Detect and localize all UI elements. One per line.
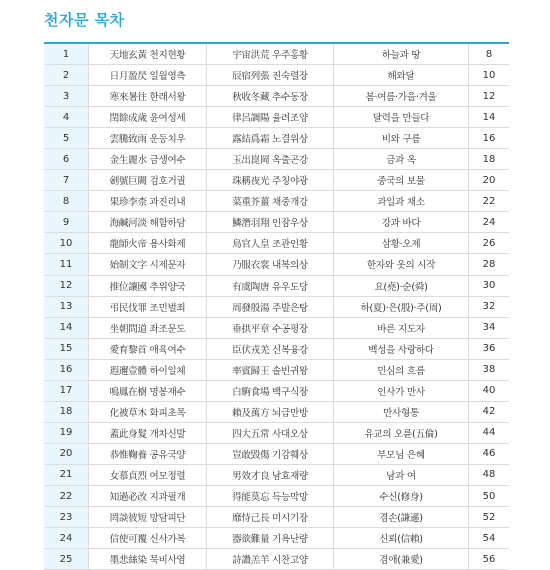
page-number: 48 [469, 464, 510, 485]
page-number: 32 [469, 296, 510, 317]
page-number: 34 [469, 317, 510, 338]
row-number: 21 [44, 464, 89, 485]
page-number: 10 [469, 65, 510, 86]
verse-second: 四大五常 사대오상 [207, 422, 334, 443]
row-theme: 삼황·오제 [334, 233, 469, 254]
row-number: 3 [44, 86, 89, 107]
table-row [44, 443, 509, 464]
row-theme: 강과 바다 [334, 212, 469, 233]
table-row [44, 401, 509, 422]
table-row [44, 380, 509, 401]
table-row [44, 191, 509, 212]
row-theme: 과일과 채소 [334, 191, 469, 212]
row-number: 24 [44, 528, 89, 549]
verse-second: 菜重芥薑 채중개강 [207, 191, 334, 212]
verse-first: 海鹹河淡 해함하담 [89, 212, 207, 233]
table-row [44, 549, 509, 570]
table-row [44, 464, 509, 485]
page-number: 40 [469, 380, 510, 401]
table-row [44, 212, 509, 233]
row-number: 20 [44, 443, 89, 464]
row-theme: 하(夏)·은(殷)·주(周) [334, 296, 469, 317]
verse-second: 有虞陶唐 유우도당 [207, 275, 334, 296]
table-row [44, 338, 509, 359]
page-number: 8 [469, 43, 510, 65]
table-row [44, 149, 509, 170]
row-theme: 한자와 옷의 시작 [334, 254, 469, 275]
row-number: 5 [44, 128, 89, 149]
verse-second: 男效才良 남효재량 [207, 464, 334, 485]
page-number: 18 [469, 149, 510, 170]
page-number: 16 [469, 128, 510, 149]
page-number: 22 [469, 191, 510, 212]
verse-second: 鱗潛羽翔 인잠우상 [207, 212, 334, 233]
row-number: 4 [44, 107, 89, 128]
table-row [44, 254, 509, 275]
row-theme: 백성을 사랑하다 [334, 338, 469, 359]
verse-second: 鳥官人皇 조관인황 [207, 233, 334, 254]
page-number: 36 [469, 338, 510, 359]
table-row [44, 128, 509, 149]
verse-first: 閏餘成歲 윤여성세 [89, 107, 207, 128]
row-theme: 남과 여 [334, 464, 469, 485]
table-row [44, 485, 509, 506]
verse-second: 臣伏戎羌 신복융강 [207, 338, 334, 359]
row-number: 2 [44, 65, 89, 86]
row-number: 25 [44, 549, 89, 570]
row-number: 22 [44, 485, 89, 506]
verse-second: 辰宿列張 진숙렬장 [207, 65, 334, 86]
page-number: 14 [469, 107, 510, 128]
verse-second: 豈敢毁傷 기감훼상 [207, 443, 334, 464]
row-number: 10 [44, 233, 89, 254]
row-number: 17 [44, 380, 89, 401]
row-number: 16 [44, 359, 89, 380]
verse-first: 罔談彼短 망담피단 [89, 507, 207, 528]
verse-first: 金生麗水 금생여수 [89, 149, 207, 170]
verse-first: 墨悲絲染 묵비사염 [89, 549, 207, 570]
verse-first: 知過必改 지과필개 [89, 485, 207, 506]
verse-first: 日月盈昃 일월영측 [89, 65, 207, 86]
verse-first: 天地玄黃 천지현황 [89, 43, 207, 65]
verse-first: 鳴鳳在樹 명봉재수 [89, 380, 207, 401]
verse-second: 率賓歸王 솔빈귀왕 [207, 359, 334, 380]
row-theme: 해와달 [334, 65, 469, 86]
verse-second: 得能莫忘 득능막망 [207, 485, 334, 506]
verse-second: 賴及萬方 뇌급만방 [207, 401, 334, 422]
row-theme: 인사가 만사 [334, 380, 469, 401]
row-number: 23 [44, 507, 89, 528]
page-number: 42 [469, 401, 510, 422]
row-number: 7 [44, 170, 89, 191]
page-number: 52 [469, 507, 510, 528]
verse-second: 詩讚羔羊 시찬고양 [207, 549, 334, 570]
verse-first: 劍號巨闕 검호거궐 [89, 170, 207, 191]
verse-second: 周發殷湯 주발은탕 [207, 296, 334, 317]
verse-first: 愛育黎首 애육여수 [89, 338, 207, 359]
row-theme: 부모님 은혜 [334, 443, 469, 464]
row-theme: 신뢰(信賴) [334, 528, 469, 549]
verse-second: 宇宙洪荒 우주홍황 [207, 43, 334, 65]
table-row [44, 233, 509, 254]
verse-second: 乃服衣裳 내복의상 [207, 254, 334, 275]
row-number: 15 [44, 338, 89, 359]
verse-first: 女慕貞烈 여모정렬 [89, 464, 207, 485]
table-row [44, 528, 509, 549]
row-number: 9 [44, 212, 89, 233]
page-number: 46 [469, 443, 510, 464]
row-number: 12 [44, 275, 89, 296]
table-row [44, 275, 509, 296]
row-number: 8 [44, 191, 89, 212]
verse-second: 玉出崑岡 옥출곤강 [207, 149, 334, 170]
page-number: 56 [469, 549, 510, 570]
table-row [44, 296, 509, 317]
verse-second: 器欲難量 기욕난량 [207, 528, 334, 549]
row-theme: 겸애(兼愛) [334, 549, 469, 570]
verse-first: 遐邇壹體 하이일체 [89, 359, 207, 380]
verse-first: 信使可覆 신사가복 [89, 528, 207, 549]
verse-first: 化被草木 화피초목 [89, 401, 207, 422]
row-theme: 달력을 만들다 [334, 107, 469, 128]
table-row [44, 65, 509, 86]
row-theme: 유교의 오륜(五倫) [334, 422, 469, 443]
row-theme: 봄·여름·가을·겨울 [334, 86, 469, 107]
row-theme: 금과 옥 [334, 149, 469, 170]
row-theme: 요(堯)·순(舜) [334, 275, 469, 296]
page-number: 12 [469, 86, 510, 107]
row-theme: 중국의 보물 [334, 170, 469, 191]
page-number: 50 [469, 485, 510, 506]
row-number: 14 [44, 317, 89, 338]
row-number: 18 [44, 401, 89, 422]
row-theme: 수신(修身) [334, 485, 469, 506]
row-number: 1 [44, 43, 89, 65]
verse-first: 坐朝問道 좌조문도 [89, 317, 207, 338]
page-title: 천자문 목차 [44, 11, 125, 29]
table-row [44, 43, 509, 65]
table-row [44, 86, 509, 107]
verse-first: 蓋此身髮 개차신발 [89, 422, 207, 443]
verse-first: 恭惟鞠養 공유국양 [89, 443, 207, 464]
verse-first: 推位讓國 추위양국 [89, 275, 207, 296]
row-theme: 하늘과 땅 [334, 43, 469, 65]
page-number: 24 [469, 212, 510, 233]
verse-second: 白駒食場 백구식장 [207, 380, 334, 401]
table-row [44, 359, 509, 380]
page-number: 30 [469, 275, 510, 296]
row-theme: 바른 지도자 [334, 317, 469, 338]
verse-second: 秋收冬藏 추수동장 [207, 86, 334, 107]
table-row [44, 107, 509, 128]
toc-table [44, 42, 509, 570]
verse-first: 果珍李柰 과진리내 [89, 191, 207, 212]
verse-second: 垂拱平章 수공평장 [207, 317, 334, 338]
row-number: 11 [44, 254, 89, 275]
row-theme: 만사형통 [334, 401, 469, 422]
table-row [44, 507, 509, 528]
verse-second: 露結爲霜 노결위상 [207, 128, 334, 149]
verse-second: 律呂調陽 율려조양 [207, 107, 334, 128]
page-number: 38 [469, 359, 510, 380]
table-row [44, 170, 509, 191]
row-theme: 비와 구름 [334, 128, 469, 149]
page-number: 26 [469, 233, 510, 254]
verse-first: 弔民伐罪 조민벌죄 [89, 296, 207, 317]
verse-first: 雲騰致雨 운등치우 [89, 128, 207, 149]
row-number: 6 [44, 149, 89, 170]
toc-body [44, 43, 509, 570]
verse-second: 珠稱夜光 주칭야광 [207, 170, 334, 191]
table-row [44, 317, 509, 338]
row-number: 19 [44, 422, 89, 443]
verse-first: 龍師火帝 용사화제 [89, 233, 207, 254]
page-number: 28 [469, 254, 510, 275]
page-number: 20 [469, 170, 510, 191]
table-row [44, 422, 509, 443]
page-number: 54 [469, 528, 510, 549]
verse-second: 靡恃己長 미시기장 [207, 507, 334, 528]
row-theme: 민심의 흐름 [334, 359, 469, 380]
page-number: 44 [469, 422, 510, 443]
verse-first: 始制文字 시제문자 [89, 254, 207, 275]
verse-first: 寒來暑往 한래서왕 [89, 86, 207, 107]
row-number: 13 [44, 296, 89, 317]
row-theme: 겸손(謙遜) [334, 507, 469, 528]
